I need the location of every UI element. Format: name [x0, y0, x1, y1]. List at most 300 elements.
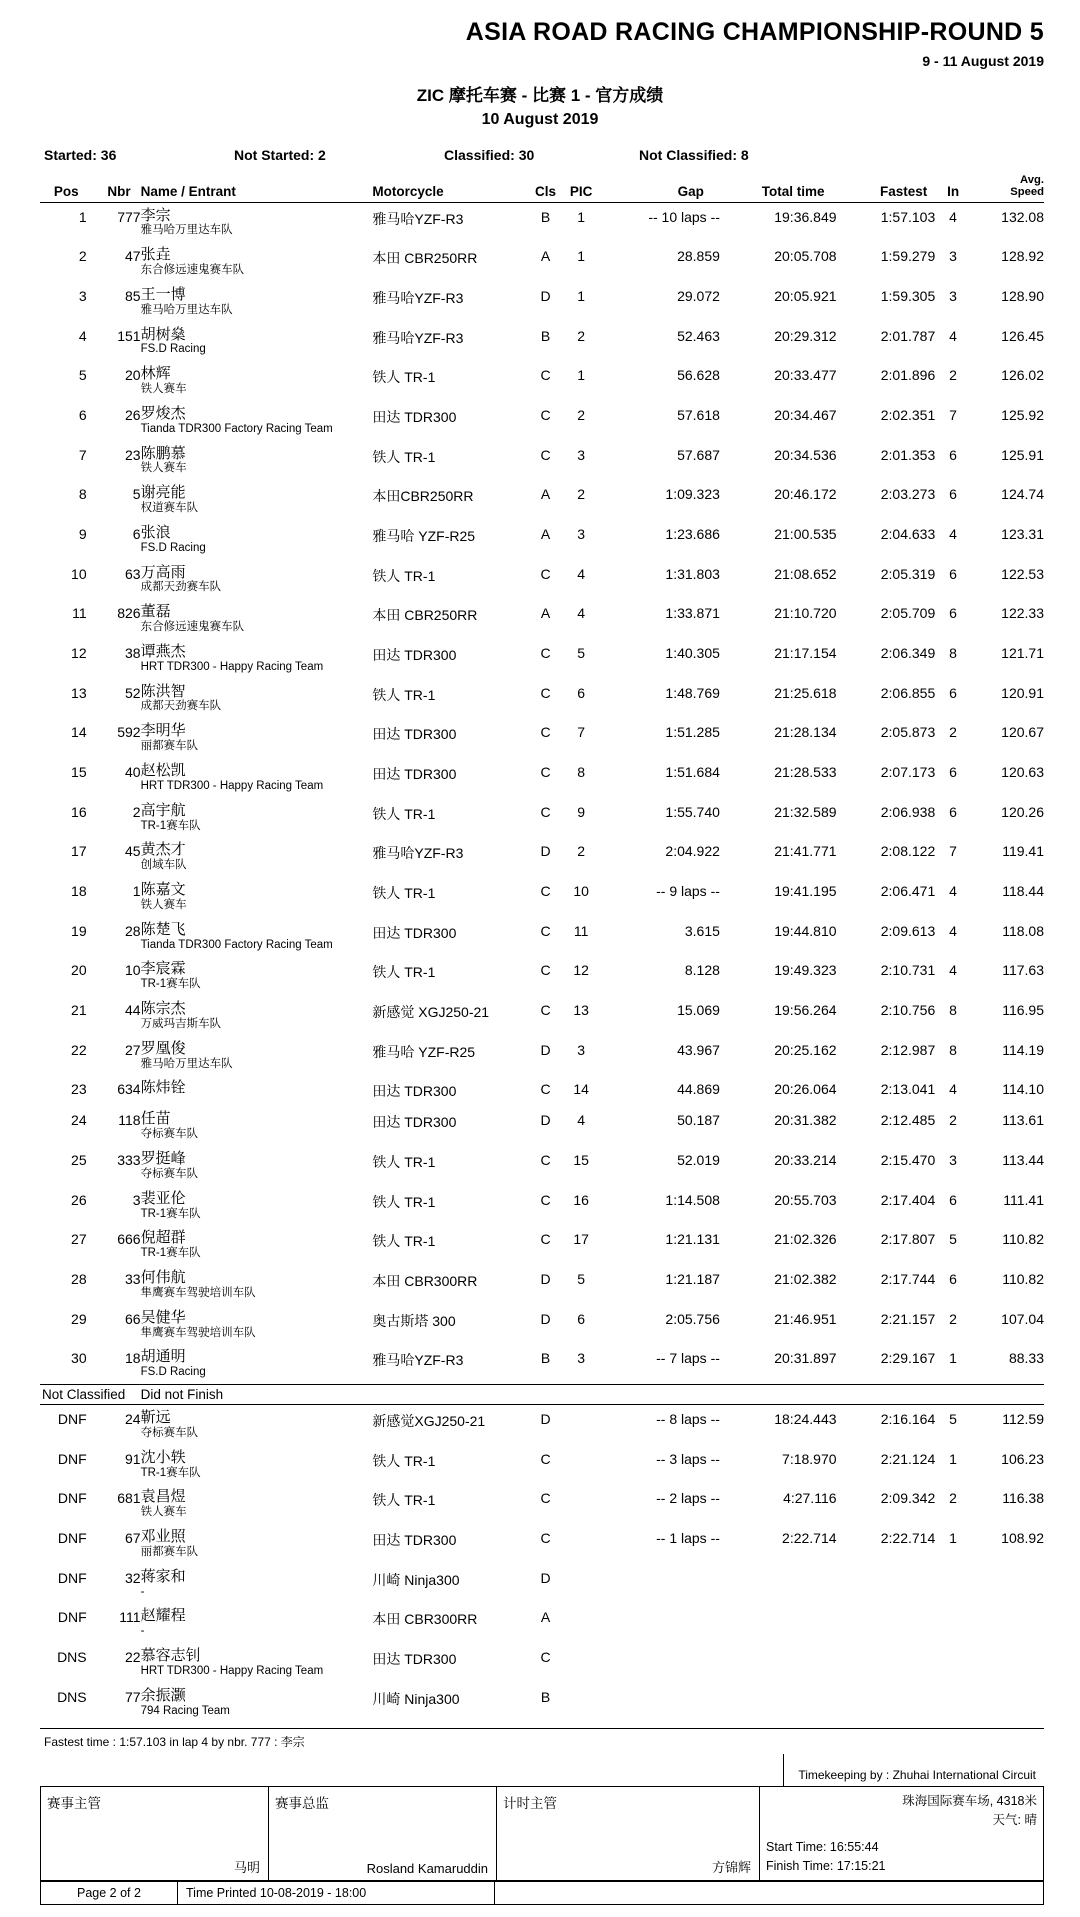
cell-cls: D [540, 1411, 551, 1428]
cell-nbr: 2 [132, 803, 141, 820]
cell-motorcycle: 田达 TDR300 [372, 1532, 457, 1549]
results-table [40, 173, 1044, 1722]
rider-name: 高宇航 [140, 801, 186, 819]
cell-avg-speed: 119.41 [1002, 843, 1044, 860]
col-total-time: Total time [720, 173, 837, 202]
cell-total-time: 20:25.162 [774, 1041, 837, 1058]
cell-motorcycle: 本田 CBR300RR [372, 1273, 478, 1290]
cell-cls: C [540, 565, 551, 582]
col-pic: PIC [562, 173, 600, 202]
rider-name: 李宗 [140, 206, 171, 224]
rider-name: 胡通明 [140, 1348, 186, 1366]
cell-fastest: 2:21.124 [880, 1450, 936, 1467]
finish-time: Finish Time: 17:15:21 [766, 1858, 886, 1873]
cell-cls: C [540, 645, 551, 662]
cell-motorcycle: 田达 TDR300 [372, 647, 457, 664]
rider-name: 吴健华 [140, 1308, 186, 1326]
cell-in: 8 [949, 1041, 957, 1058]
cell-pos: 3 [78, 287, 87, 304]
cell-pos: DNF [57, 1530, 87, 1547]
cell-pic: 3 [577, 526, 586, 542]
cell-pic: 5 [577, 645, 586, 662]
rider-name: 林辉 [140, 365, 171, 383]
cell-nbr: 85 [125, 287, 141, 304]
cell-gap: -- 9 laps -- [656, 883, 720, 900]
cell-name [141, 1524, 373, 1564]
cell-total-time: 19:41.195 [774, 883, 837, 900]
cell-fastest: 1:59.305 [880, 287, 936, 304]
table-row [40, 322, 1044, 362]
cell-name [141, 480, 373, 520]
cell-in: 6 [949, 446, 957, 463]
cell-pos: 19 [71, 922, 87, 939]
cell-avg-speed: 114.19 [1002, 1041, 1044, 1058]
cell-cls: C [540, 406, 551, 423]
cell-cls: B [540, 1688, 551, 1705]
cell-nbr: 1 [132, 883, 141, 900]
cell-total-time: 20:33.477 [774, 367, 837, 384]
cell-cls: C [540, 446, 551, 463]
timekeeping-divider [783, 1754, 784, 1786]
cell-in: 6 [949, 764, 957, 781]
rider-entrant: - [140, 1625, 145, 1638]
cell-total-time: 21:28.134 [774, 724, 837, 741]
cell-avg-speed: 128.92 [1001, 248, 1044, 265]
table-row [40, 718, 1044, 758]
cell-gap: 1:51.285 [665, 724, 720, 741]
cell-avg-speed: 118.44 [1002, 883, 1044, 900]
cell-pos: 18 [71, 883, 87, 900]
cell-motorcycle: 川崎 Ninja300 [372, 1571, 460, 1588]
cell-nbr: 18 [125, 1350, 141, 1367]
cell-total-time: 21:46.951 [774, 1310, 837, 1327]
cell-total-time [720, 1643, 837, 1683]
col-gap: Gap [600, 173, 720, 202]
cell-in [935, 1683, 971, 1723]
col-avg-line2: Speed [1010, 185, 1044, 198]
cell-nbr: 27 [125, 1041, 141, 1058]
cell-cls: C [540, 1490, 551, 1507]
cell-total-time: 21:08.652 [774, 565, 837, 582]
cell-nbr: 111 [119, 1609, 141, 1626]
cell-total-time: 21:41.771 [774, 843, 837, 860]
cell-cls: C [540, 1231, 551, 1248]
cell-avg-speed: 124.74 [1001, 486, 1044, 503]
cell-in: 2 [949, 724, 957, 741]
cell-name [141, 1603, 373, 1643]
cell-pic: 6 [577, 684, 586, 701]
cell-pic: 4 [577, 605, 586, 622]
rider-name: 张浪 [140, 524, 171, 541]
cell-cls: C [540, 883, 551, 900]
cell-motorcycle: 田达 TDR300 [372, 924, 457, 941]
cell-fastest: 2:01.353 [880, 446, 936, 463]
rider-name: 万高雨 [140, 563, 186, 581]
cell-nbr: 45 [125, 843, 141, 860]
cell-avg-speed: 106.23 [1001, 1450, 1044, 1467]
cell-pic: 4 [577, 1112, 586, 1129]
cell-motorcycle: 雅马哈YZF-R3 [372, 210, 464, 227]
cell-nbr: 5 [132, 486, 141, 503]
cell-in: 2 [949, 1112, 957, 1129]
cell-avg-speed: 125.92 [1001, 406, 1044, 423]
cell-total-time: 20:31.897 [774, 1350, 837, 1367]
cell-gap: 28.859 [677, 248, 720, 265]
cell-nbr: 333 [117, 1152, 141, 1169]
cell-gap: 15.069 [677, 1002, 720, 1019]
cell-nbr: 67 [125, 1530, 141, 1547]
table-row-dnf [40, 1405, 1044, 1445]
cell-gap: -- 8 laps -- [656, 1411, 720, 1428]
cell-name [141, 1445, 373, 1485]
cell-gap: 1:40.305 [665, 645, 720, 662]
cell-name [141, 837, 373, 877]
cell-name [141, 798, 373, 838]
cell-fastest: 2:05.319 [880, 565, 936, 582]
cell-pic: 5 [577, 1271, 586, 1288]
cell-pic: 2 [577, 843, 586, 860]
cell-cls: C [540, 922, 551, 939]
cell-name [141, 1106, 373, 1146]
cell-name [141, 1344, 373, 1384]
cell-avg-speed: 116.38 [1002, 1490, 1044, 1507]
cell-in: 1 [949, 1530, 957, 1547]
rider-entrant: 雅马哈万里达车队 [140, 224, 233, 237]
cell-fastest: 2:06.349 [880, 645, 936, 662]
cell-in: 4 [949, 526, 957, 542]
cell-nbr: 47 [125, 248, 141, 265]
cell-avg-speed: 121.71 [1001, 645, 1044, 662]
cell-in: 5 [949, 1411, 957, 1428]
rider-entrant: FS.D Racing [140, 343, 206, 356]
cell-gap [600, 1603, 720, 1643]
cell-nbr: 681 [117, 1490, 141, 1507]
table-row [40, 441, 1044, 481]
cell-in: 1 [949, 1350, 957, 1367]
cell-name [141, 322, 373, 362]
cell-motorcycle: 田达 TDR300 [372, 1083, 457, 1100]
cell-cls: C [540, 1530, 551, 1547]
signature-event-director [269, 1787, 497, 1881]
cell-avg-speed: 107.04 [1001, 1310, 1044, 1327]
cell-motorcycle: 本田 CBR250RR [372, 250, 478, 267]
table-row [40, 560, 1044, 600]
cell-gap [600, 1683, 720, 1723]
cell-pos: 26 [71, 1191, 87, 1208]
rider-name: 张垚 [140, 246, 171, 264]
rider-name: 董磊 [140, 603, 171, 621]
timekeeping-note [40, 1754, 1044, 1786]
cell-pos: 24 [71, 1112, 87, 1129]
cell-pic: 10 [573, 883, 589, 900]
cell-pos: 28 [71, 1271, 87, 1288]
cell-total-time [720, 1683, 837, 1723]
rider-name: 罗焌杰 [140, 404, 186, 422]
cell-name [141, 1075, 373, 1106]
signature-block [40, 1786, 1044, 1881]
rider-entrant: 夺标赛车队 [140, 1167, 199, 1180]
cell-avg-speed: 111.41 [1003, 1191, 1044, 1208]
cell-name [141, 758, 373, 798]
cell-fastest [837, 1564, 936, 1604]
table-row [40, 679, 1044, 719]
cell-in: 7 [949, 406, 957, 423]
rider-entrant: 雅马哈万里达车队 [140, 1057, 233, 1070]
rider-entrant: TR-1赛车队 [140, 1466, 201, 1479]
cell-pos: DNS [57, 1688, 87, 1705]
cell-pos: 22 [71, 1041, 87, 1058]
table-row [40, 599, 1044, 639]
cell-total-time: 7:18.970 [782, 1450, 837, 1467]
col-name: Name / Entrant [141, 173, 373, 202]
table-row [40, 202, 1044, 242]
table-row [40, 877, 1044, 917]
cell-name [141, 1643, 373, 1683]
cell-pos: 9 [78, 526, 87, 542]
rider-entrant: 权道赛车队 [140, 502, 199, 515]
rider-name: 陈洪智 [140, 682, 186, 700]
cell-name [141, 441, 373, 481]
cell-cls: D [540, 1310, 551, 1327]
rider-name: 蒋家和 [140, 1567, 186, 1585]
cell-gap: 52.019 [677, 1152, 720, 1169]
cell-total-time: 20:26.064 [774, 1081, 837, 1098]
cell-gap: -- 10 laps -- [648, 208, 720, 225]
cell-nbr: 91 [125, 1450, 141, 1467]
cell-fastest: 2:13.041 [880, 1081, 936, 1098]
cell-nbr: 77 [125, 1688, 141, 1705]
cell-gap: 1:33.871 [665, 605, 720, 622]
cell-motorcycle: 雅马哈 YZF-R25 [372, 1043, 476, 1060]
rider-name: 任苗 [140, 1110, 171, 1128]
cell-avg-speed: 122.53 [1001, 565, 1044, 582]
cell-in: 2 [949, 367, 957, 384]
cell-fastest: 2:05.709 [880, 605, 936, 622]
cell-pic: 3 [577, 1041, 586, 1058]
rider-name: 赵耀程 [140, 1607, 186, 1625]
cell-motorcycle: 田达 TDR300 [372, 408, 457, 425]
circuit-name: 珠海国际赛车场, 4318米 [902, 1794, 1037, 1809]
cell-pic: 1 [577, 208, 586, 225]
table-row-dnf [40, 1484, 1044, 1524]
start-time: Start Time: 16:55:44 [766, 1839, 879, 1854]
cell-gap: 1:48.769 [665, 684, 720, 701]
cell-motorcycle: 本田 CBR300RR [372, 1611, 478, 1628]
cell-cls: A [540, 248, 551, 265]
cell-fastest: 2:10.731 [880, 962, 936, 979]
cell-name [141, 520, 373, 560]
cell-pic: 17 [573, 1231, 589, 1248]
cell-pos: 5 [78, 367, 87, 384]
cell-motorcycle: 田达 TDR300 [372, 1651, 457, 1668]
cell-pos: 23 [71, 1081, 87, 1098]
cell-in: 1 [949, 1450, 957, 1467]
cell-motorcycle: 田达 TDR300 [372, 726, 457, 743]
cell-nbr: 3 [132, 1191, 141, 1208]
cell-in: 3 [949, 1152, 957, 1169]
cell-in: 6 [949, 803, 957, 820]
cell-nbr: 634 [117, 1081, 141, 1098]
cell-gap: -- 1 laps -- [656, 1530, 720, 1547]
cell-fastest: 2:12.485 [880, 1112, 936, 1129]
cell-gap: 8.128 [684, 962, 720, 979]
cell-motorcycle: 铁人 TR-1 [372, 1193, 436, 1210]
cell-total-time: 21:28.533 [774, 764, 837, 781]
cell-pos: 27 [71, 1231, 87, 1248]
rider-name: 胡树燊 [140, 325, 186, 343]
cell-nbr: 63 [125, 565, 141, 582]
cell-in: 3 [949, 287, 957, 304]
rider-name: 沈小轶 [140, 1448, 186, 1466]
cell-avg-speed: 126.02 [1001, 367, 1044, 384]
cell-motorcycle: 铁人 TR-1 [372, 686, 436, 703]
cell-nbr: 666 [117, 1231, 141, 1248]
cell-pos: 2 [78, 248, 87, 265]
not-classified-note: Did not Finish [140, 1387, 224, 1403]
rider-entrant: TR-1赛车队 [140, 819, 201, 832]
cell-avg-speed: 112.59 [1002, 1411, 1044, 1428]
cell-pic: 11 [573, 922, 589, 939]
cell-in: 8 [949, 645, 957, 662]
cell-pic [562, 1564, 600, 1604]
cell-pic [562, 1484, 600, 1524]
cell-total-time: 21:32.589 [774, 803, 837, 820]
cell-pos: 21 [71, 1002, 87, 1019]
rider-name: 王一博 [140, 285, 186, 303]
cell-gap: 1:09.323 [665, 486, 720, 503]
table-row [40, 401, 1044, 441]
table-row [40, 956, 1044, 996]
cell-pic [562, 1445, 600, 1485]
cell-total-time: 19:36.849 [774, 208, 837, 225]
cell-pic: 2 [577, 327, 586, 344]
cell-cls: D [540, 1041, 551, 1058]
cell-nbr: 28 [125, 922, 141, 939]
cell-nbr: 24 [125, 1411, 141, 1428]
cell-name [141, 639, 373, 679]
cell-fastest: 2:10.756 [880, 1002, 936, 1019]
cell-fastest: 2:03.273 [880, 486, 936, 503]
cell-in: 2 [949, 1490, 957, 1507]
cell-nbr: 44 [125, 1002, 141, 1019]
table-row [40, 1036, 1044, 1076]
cell-avg-speed [971, 1643, 1044, 1683]
table-row-dnf [40, 1643, 1044, 1683]
cell-pos: DNF [57, 1411, 87, 1428]
cell-nbr: 38 [125, 645, 141, 662]
cell-fastest: 2:05.873 [880, 724, 936, 741]
cell-in: 6 [949, 486, 957, 503]
cell-name [141, 917, 373, 957]
cell-avg-speed [971, 1603, 1044, 1643]
cell-motorcycle: 铁人 TR-1 [372, 1233, 436, 1250]
cell-pos: DNF [57, 1490, 87, 1507]
rider-entrant: 铁人赛车 [140, 383, 187, 396]
table-row-dnf [40, 1524, 1044, 1564]
cell-avg-speed: 117.63 [1002, 962, 1044, 979]
cell-fastest: 2:15.470 [880, 1152, 936, 1169]
rider-name: 袁昌煜 [140, 1488, 186, 1506]
cell-gap [600, 1564, 720, 1604]
cell-motorcycle: 铁人 TR-1 [372, 1452, 436, 1469]
cell-fastest: 1:59.279 [880, 248, 936, 265]
cell-pos: DNF [57, 1609, 87, 1626]
cell-gap: 1:21.187 [665, 1271, 720, 1288]
cell-motorcycle: 铁人 TR-1 [372, 805, 436, 822]
cell-gap: 2:05.756 [665, 1310, 720, 1327]
cell-cls: C [540, 684, 551, 701]
cell-gap: -- 2 laps -- [656, 1490, 720, 1507]
cell-gap [600, 1643, 720, 1683]
cell-motorcycle: 田达 TDR300 [372, 1114, 457, 1131]
cell-fastest: 2:06.855 [880, 684, 936, 701]
cell-total-time: 20:34.536 [774, 446, 837, 463]
cell-cls: C [540, 367, 551, 384]
cell-nbr: 40 [125, 764, 141, 781]
rider-entrant: 隼鹰赛车驾驶培训车队 [140, 1286, 256, 1299]
cell-pos: 14 [71, 724, 87, 741]
cell-pic: 2 [577, 486, 586, 503]
cell-motorcycle: 新感觉 XGJ250-21 [372, 1004, 490, 1021]
cell-in: 7 [949, 843, 957, 860]
cell-motorcycle: 铁人 TR-1 [372, 1492, 436, 1509]
cell-motorcycle: 铁人 TR-1 [372, 964, 436, 981]
document-header [0, 0, 1080, 69]
cell-pos: 11 [72, 605, 87, 622]
count-not-started: Not Started: 2 [234, 147, 326, 163]
cell-pos: 30 [71, 1350, 87, 1367]
cell-fastest [837, 1603, 936, 1643]
rider-entrant: 铁人赛车 [140, 1506, 187, 1519]
cell-fastest [837, 1683, 936, 1723]
cell-pos: 17 [71, 843, 87, 860]
col-motorcycle: Motorcycle [372, 173, 529, 202]
page-number: Page 2 of 2 [41, 1882, 178, 1905]
cell-motorcycle: 铁人 TR-1 [372, 448, 436, 465]
cell-pos: 20 [71, 962, 87, 979]
table-row [40, 917, 1044, 957]
cell-total-time: 19:49.323 [774, 962, 837, 979]
cell-total-time: 20:34.467 [774, 406, 837, 423]
cell-nbr: 52 [125, 684, 141, 701]
cell-avg-speed: 125.91 [1001, 446, 1044, 463]
cell-cls: C [540, 1081, 551, 1098]
cell-avg-speed: 110.82 [1002, 1231, 1044, 1248]
cell-name [141, 560, 373, 600]
cell-name [141, 1036, 373, 1076]
table-row [40, 758, 1044, 798]
rider-entrant: 794 Racing Team [140, 1704, 230, 1717]
cell-motorcycle: 铁人 TR-1 [372, 567, 436, 584]
cell-nbr: 118 [118, 1112, 141, 1129]
cell-avg-speed [971, 1564, 1044, 1604]
table-row [40, 1186, 1044, 1226]
cell-fastest [837, 1643, 936, 1683]
cell-nbr: 777 [117, 208, 141, 225]
cell-cls: C [540, 803, 551, 820]
cell-name [141, 361, 373, 401]
event-date: 10 August 2019 [481, 111, 599, 128]
cell-gap: 1:51.684 [665, 764, 720, 781]
event-subheader [0, 81, 1080, 129]
cell-total-time [720, 1603, 837, 1643]
table-row [40, 1305, 1044, 1345]
rider-entrant: 丽都赛车队 [140, 1545, 199, 1558]
cell-cls: D [540, 1112, 551, 1129]
col-pos: Pos [40, 173, 87, 202]
sig3-name: 方锦辉 [711, 1860, 751, 1876]
cell-gap: -- 7 laps -- [656, 1350, 720, 1367]
